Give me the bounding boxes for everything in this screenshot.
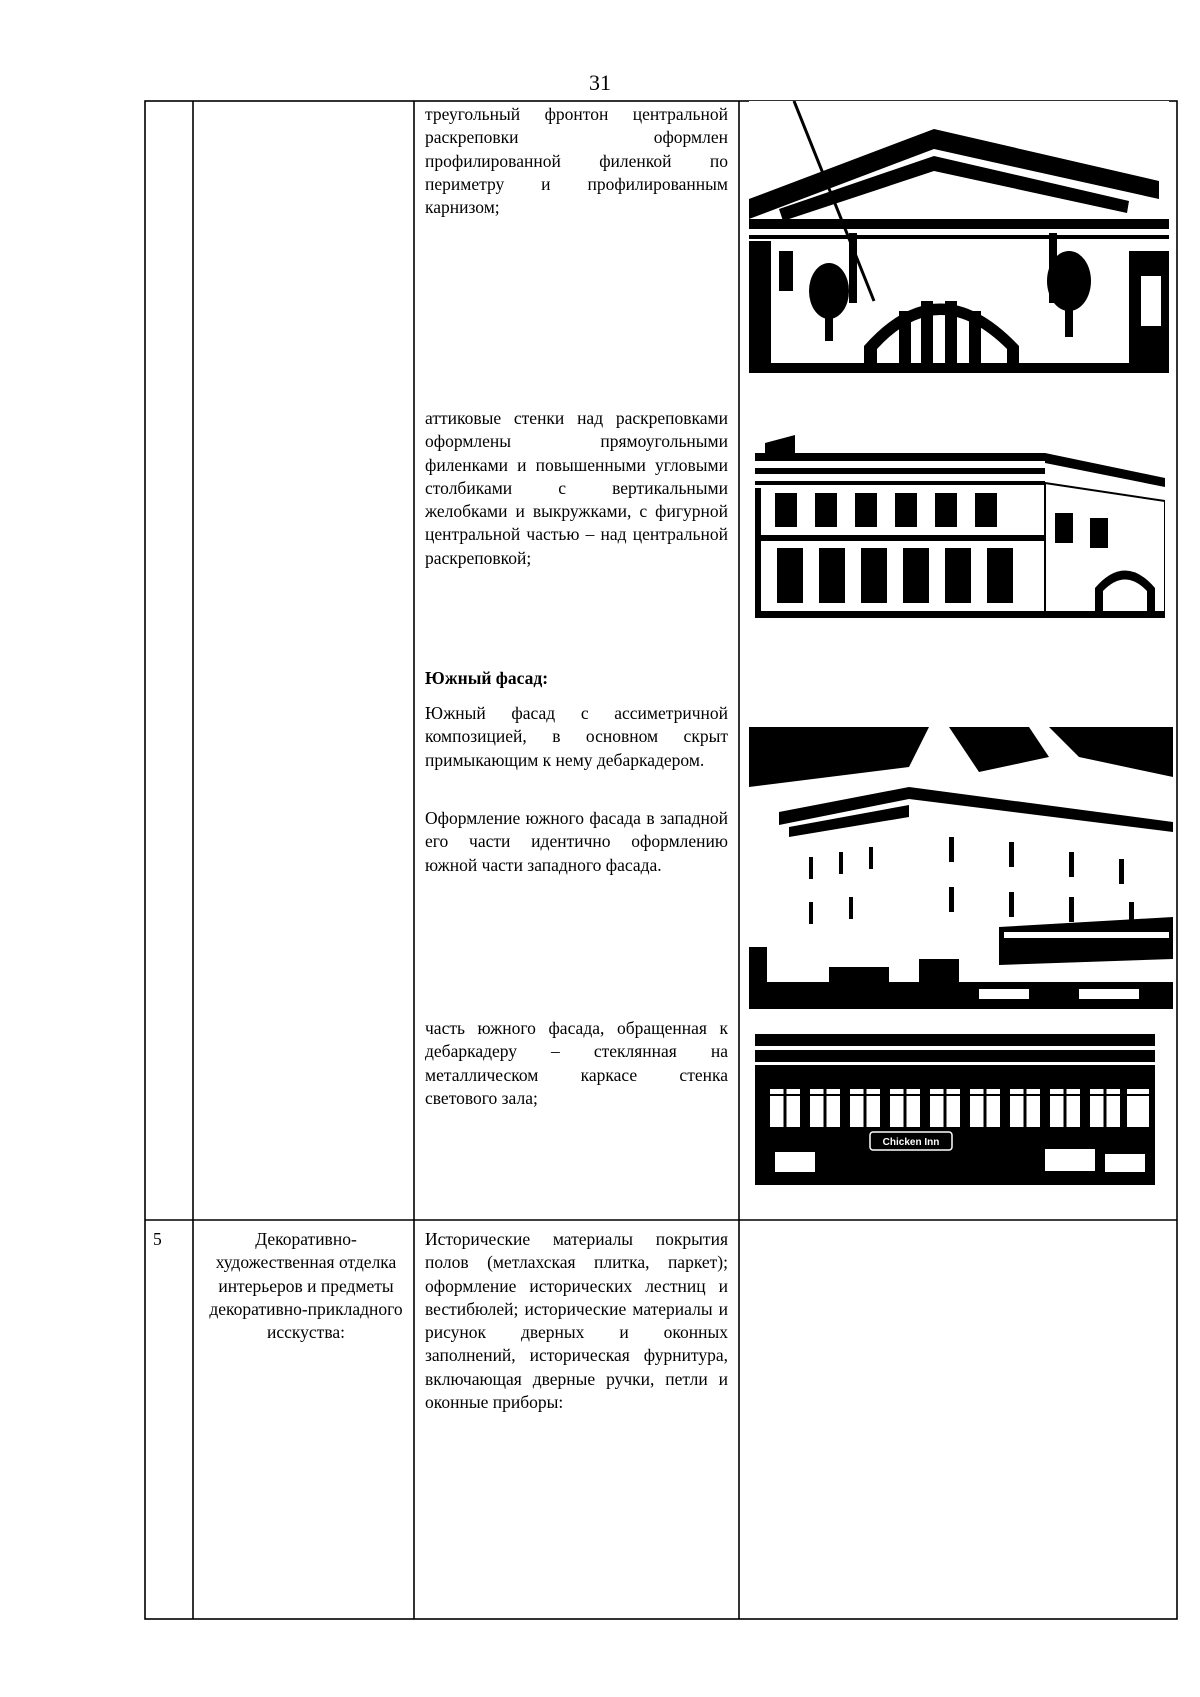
south-facade-west-part-text: Оформление южного фасада в западной его части идентично оформлению южной части западного фасада. [425,808,728,875]
pediment-description: треугольный фронтон центральной раскреповки оформлен профилированной филенкой по периметру и профилированным карнизом; [425,104,728,218]
glass-wall-description: часть южного фасада, обращенная к дебаркадеру – стеклянная на металлическом каркасе стенка светового зала; [425,1018,728,1108]
interior-elements-description: Исторические материалы покрытия полов (метлахская плитка, паркет); оформление исторических лестниц и вестибюлей; исторические материалы и рисунок дверных и оконных заполнений, историческая фурнитура, включающая дверные ручки, петли и оконные приборы: [425,1229,728,1413]
row-number: 5 [153,1229,162,1249]
pediment-photo [749,101,1169,373]
attic-walls-photo [755,423,1165,618]
south-facade-heading: Южный фасад: [425,668,549,688]
attic-walls-description: аттиковые стенки над раскреповками оформлены прямоугольными филенками и повышенными угловыми столбиками с вертикальными желобками и выкружками, с фигурной центральной частью – над центральной раскреповкой; [425,408,728,568]
glass-wall-photo [755,1034,1155,1185]
category-title: Декоративно-художественная отделка интерьеров и предметы декоративно-прикладного исскуства: [209,1229,403,1343]
south-facade-photo [749,727,1173,1009]
chicken-inn-sign: Chicken Inn [882,1137,940,1148]
page-number: 31 [589,70,611,95]
south-facade-composition-text: Южный фасад с ассиметричной композицией, в основном скрыт примыкающим к нему дебаркадером. [425,703,728,770]
